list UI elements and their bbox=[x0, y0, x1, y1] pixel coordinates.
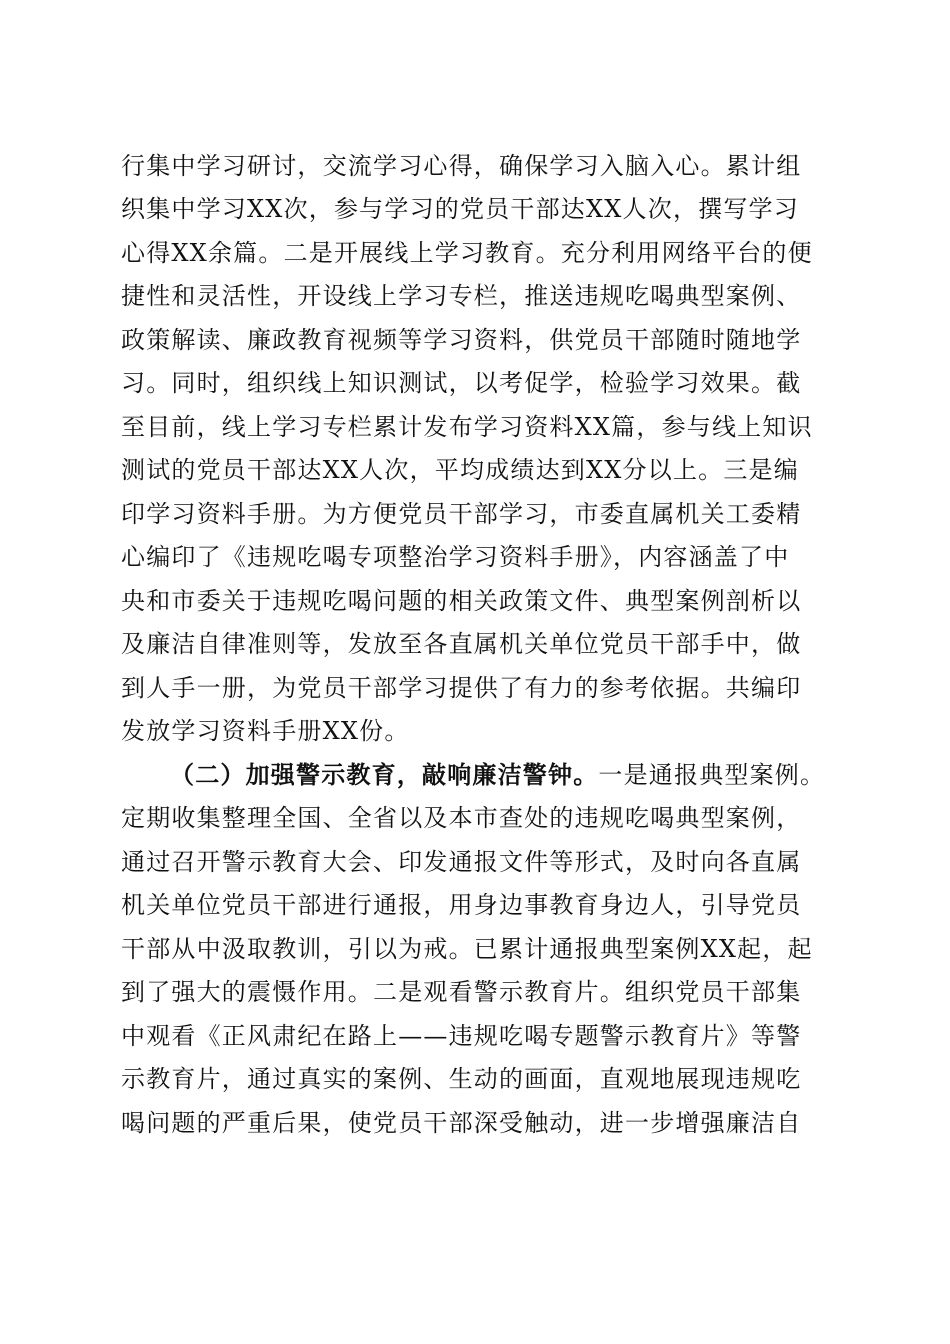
body-line: 机关单位党员干部进行通报，用身边事教育身边人，引导党员 bbox=[121, 891, 802, 919]
body-line: 央和市委关于违规吃喝问题的相关政策文件、典型案例剖析以 bbox=[121, 587, 802, 615]
body-line: 到了强大的震慑作用。二是观看警示教育片。组织党员干部集 bbox=[121, 978, 802, 1006]
body-line: 心得XX余篇。二是开展线上学习教育。充分利用网络平台的便 bbox=[121, 239, 813, 267]
body-line: 到人手一册，为党员干部学习提供了有力的参考依据。共编印 bbox=[121, 674, 802, 702]
body-line: 中观看《正风肃纪在路上——违规吃喝专题警示教育片》等警 bbox=[121, 1022, 802, 1050]
body-line: 喝问题的严重后果，使党员干部深受触动，进一步增强廉洁自 bbox=[121, 1109, 802, 1137]
body-line: 干部从中汲取教训，引以为戒。已累计通报典型案例XX起，起 bbox=[121, 935, 813, 963]
body-line: 习。同时，组织线上知识测试，以考促学，检验学习效果。截 bbox=[121, 369, 802, 397]
body-line: 印学习资料手册。为方便党员干部学习，市委直属机关工委精 bbox=[121, 500, 802, 528]
body-line: 测试的党员干部达XX人次，平均成绩达到XX分以上。三是编 bbox=[121, 456, 799, 484]
body-line: 至目前，线上学习专栏累计发布学习资料XX篇，参与线上知识 bbox=[121, 413, 813, 441]
section-heading: （二）加强警示教育，敲响廉洁警钟。 bbox=[170, 760, 599, 789]
section-heading-line bbox=[170, 758, 890, 792]
body-line: 心编印了《违规吃喝专项整治学习资料手册》，内容涵盖了中 bbox=[121, 543, 790, 571]
body-line: 及廉洁自律准则等，发放至各直属机关单位党员干部手中，做 bbox=[121, 630, 802, 658]
body-line: 织集中学习XX次，参与学习的党员干部达XX人次，撰写学习 bbox=[121, 195, 799, 223]
body-line: 示教育片，通过真实的案例、生动的画面，直观地展现违规吃 bbox=[121, 1065, 802, 1093]
body-line: 行集中学习研讨，交流学习心得，确保学习入脑入心。累计组 bbox=[121, 152, 802, 180]
body-line: 定期收集整理全国、全省以及本市查处的违规吃喝典型案例， bbox=[121, 804, 802, 832]
section-heading-rest: 一是通报典型案例。 bbox=[598, 761, 826, 789]
body-line: 捷性和灵活性，开设线上学习专栏，推送违规吃喝典型案例、 bbox=[121, 282, 802, 310]
body-line: 政策解读、廉政教育视频等学习资料，供党员干部随时随地学 bbox=[121, 326, 802, 354]
body-line: 通过召开警示教育大会、印发通报文件等形式，及时向各直属 bbox=[121, 848, 802, 876]
body-line: 发放学习资料手册XX份。 bbox=[121, 717, 410, 745]
